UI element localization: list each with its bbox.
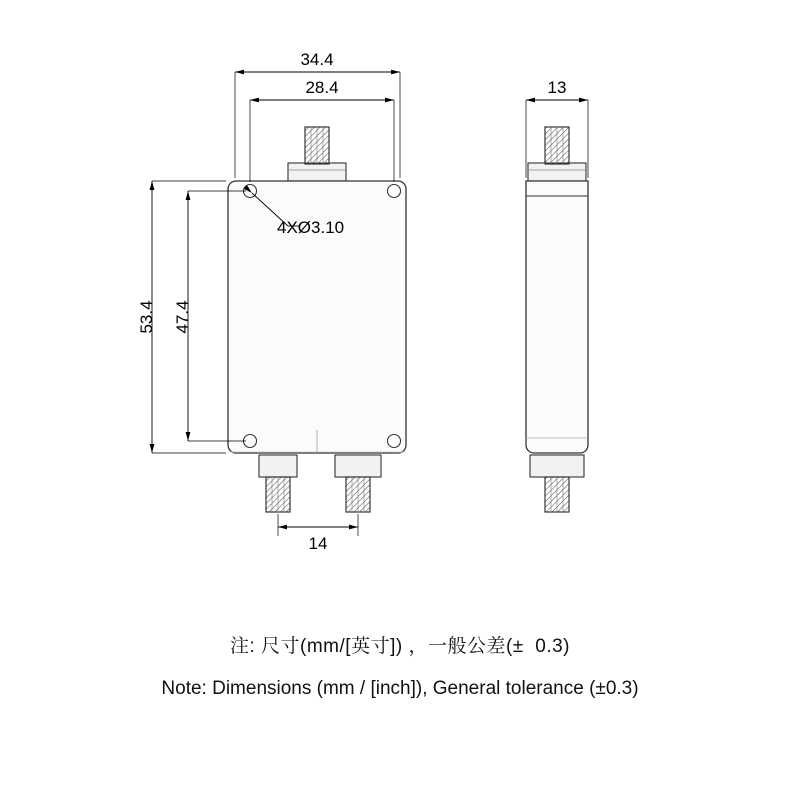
dim-side-width: 13 xyxy=(547,78,567,97)
sma-connector-bottom-right xyxy=(335,455,381,512)
front-view xyxy=(137,50,406,553)
sma-connector-side-bottom xyxy=(530,455,584,512)
notes-block xyxy=(0,632,800,704)
dim-overall-height: 53.4 xyxy=(137,300,156,334)
dim-overall-width: 34.4 xyxy=(300,50,334,69)
sma-connector-side-top xyxy=(528,127,586,181)
dim-hole-pitch-height: 47.4 xyxy=(173,300,192,334)
sma-connector-top xyxy=(288,127,346,181)
dim-bottom-connector-pitch: 14 xyxy=(308,534,328,553)
dim-hole-pitch-width: 28.4 xyxy=(305,78,339,97)
enclosure-body-side xyxy=(526,181,588,453)
sma-connector-bottom-left xyxy=(259,455,297,512)
side-view xyxy=(526,78,588,512)
note-english: Note: Dimensions (mm / [inch]), General tolerance (±0.3) xyxy=(161,678,639,699)
callout-mounting-holes: 4XØ3.10 xyxy=(277,218,345,237)
note-chinese: 注: 尺寸(mm/[英寸]) ，一般公差(± 0.3) xyxy=(229,636,571,657)
